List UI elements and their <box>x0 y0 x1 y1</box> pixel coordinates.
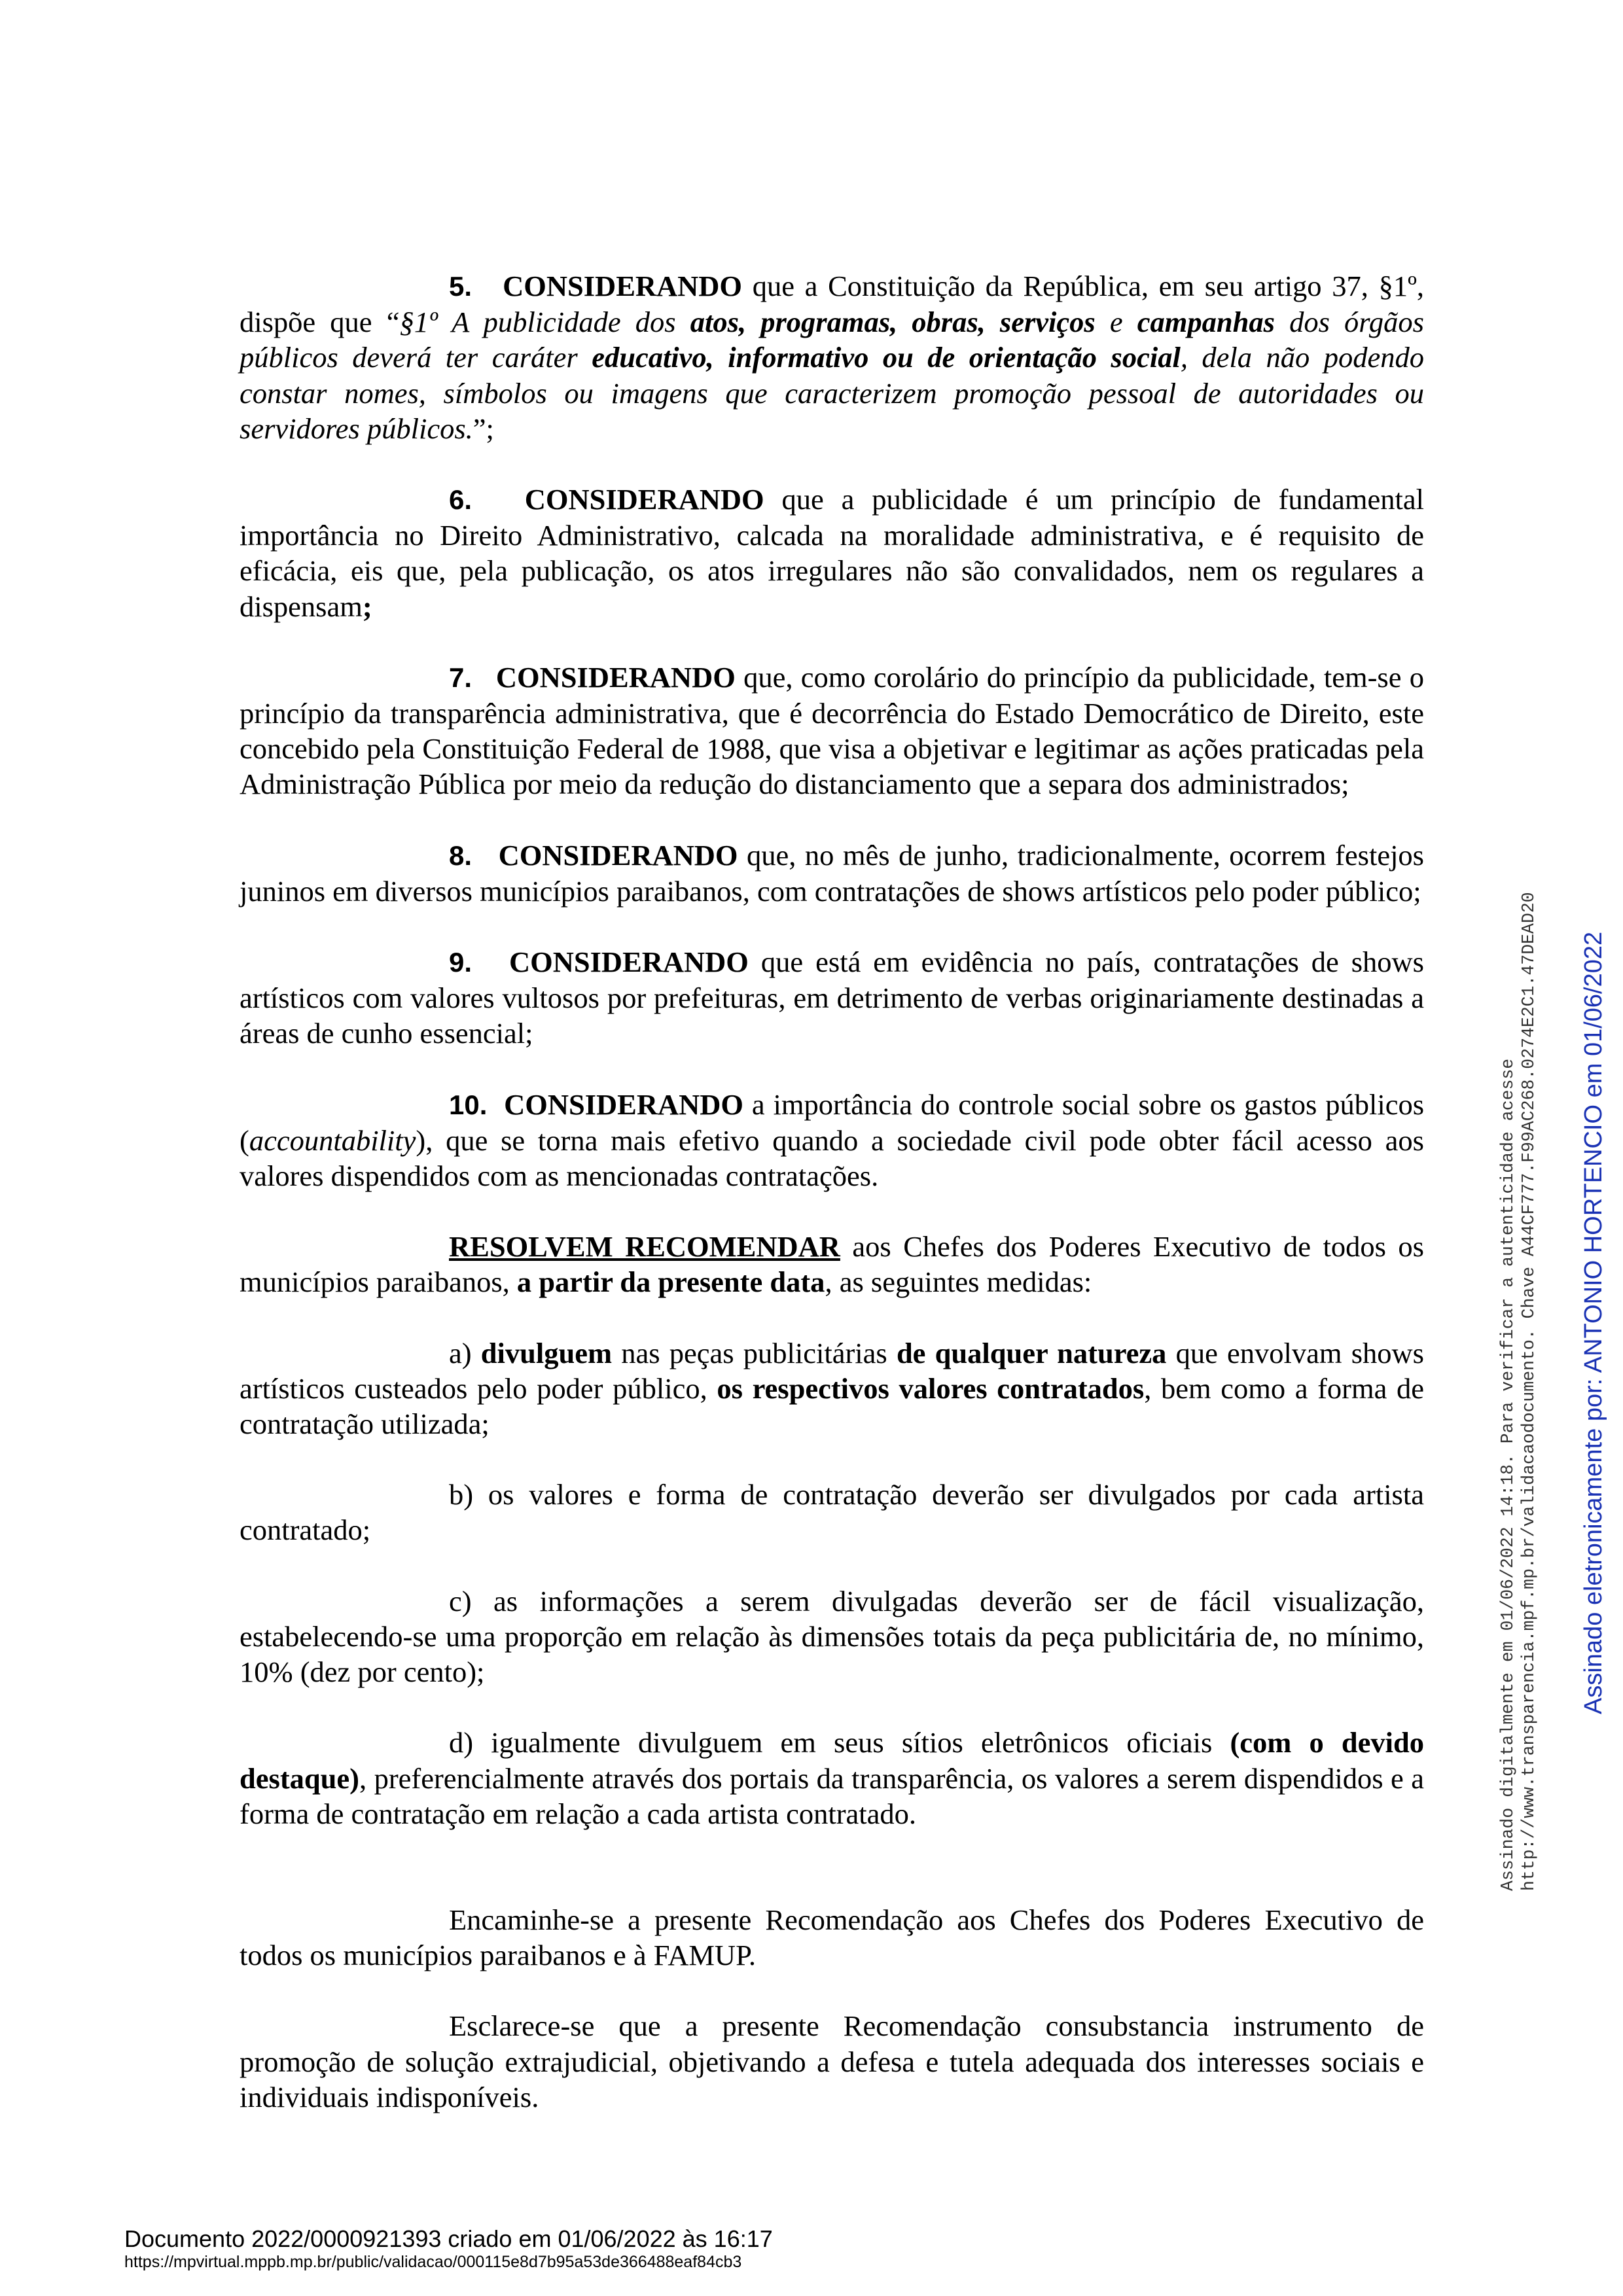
text-segment: que, no mês de junho, tradicionalmente, ocorrem festejos juninos em diversos municípios paraibanos, com contratações de shows artísticos pelo poder público; <box>240 838 1424 908</box>
text-segment: d) igualmente divulguem em seus sítios eletrônicos oficiais <box>449 1726 1230 1759</box>
text-segment: os respectivos valores contratados <box>717 1371 1145 1405</box>
paragraph-number: 9. <box>449 947 473 978</box>
paragraph-6 <box>240 482 1424 624</box>
text-segment: , preferencialmente através dos portais da transparência, os valores a serem dispendidos e a forma de contratação em relação a cada artista contratado. <box>240 1761 1424 1830</box>
text-segment: ), que se torna mais efetivo quando a sociedade civil pode obter fácil acesso aos valores dispendidos com as mencionadas contratações. <box>240 1123 1424 1193</box>
paragraph-number: 6. <box>449 484 473 516</box>
measure-b <box>240 1477 1424 1547</box>
text-segment: aos Chefes dos Poderes Executivo de todos os municípios paraibanos, <box>240 1230 1424 1299</box>
text-segment: Encaminhe-se a presente Recomendação aos Chefes dos Poderes Executivo de todos os municípios paraibanos e à FAMUP. <box>240 1903 1424 1972</box>
text-segment: a partir da presente data <box>516 1265 825 1299</box>
text-segment: §1º A publicidade dos <box>399 306 690 339</box>
forwarding-paragraph <box>240 1902 1424 1973</box>
considerando-label: CONSIDERANDO <box>495 660 736 694</box>
text-segment: a importância do controle social sobre os gastos públicos ( <box>240 1087 1425 1157</box>
text-segment: nas peças publicitárias <box>612 1336 897 1369</box>
text-segment: b) os valores e forma de contratação deverão ser divulgados por cada artista <box>449 1478 1424 1511</box>
paragraph-9 <box>240 944 1424 1051</box>
text-segment: contratado; <box>240 1513 371 1547</box>
paragraph-7 <box>240 660 1424 802</box>
considerando-label: CONSIDERANDO <box>524 483 764 516</box>
text-segment: que a Constituição da República, em seu artigo 37, §1º, dispõe que “ <box>240 270 1424 339</box>
paragraph-number: 5. <box>449 271 473 302</box>
electronic-signature-note: Assinado eletronicamente por: ANTONIO HORTENCIO em 01/06/2022 <box>1580 931 1607 1714</box>
text-segment: c) as informações a serem divulgadas deverão ser de fácil visualização, estabelecendo-se uma proporção em relação às dimensões totais da peça publicitária de, no mínimo, 10% (dez por cento); <box>240 1584 1424 1689</box>
text-segment: de qualquer natureza <box>896 1336 1167 1369</box>
text-segment: que está em evidência no país, contratações de shows artísticos com valores vultosos por prefeituras, em detrimento de verbas originariamente destinadas a áreas de cunho essencial; <box>240 945 1425 1050</box>
text-segment: (com o devido destaque) <box>240 1726 1424 1795</box>
resolve-paragraph <box>240 1229 1424 1299</box>
paragraph-10 <box>240 1087 1424 1194</box>
paragraph-8 <box>240 838 1424 909</box>
considerando-label: CONSIDERANDO <box>503 270 743 302</box>
considerando-label: CONSIDERANDO <box>504 1087 744 1121</box>
measure-a <box>240 1335 1424 1442</box>
text-segment: educativo, informativo ou de orientação social <box>592 341 1181 374</box>
document-footer <box>124 2226 773 2272</box>
paragraph-number: 7. <box>449 662 473 693</box>
paragraph-number: 10. <box>449 1089 488 1120</box>
text-segment: que, como corolário do princípio da publicidade, tem-se o princípio da transparência administrativa, que é decorrência do Estado Democrático de Direito, este concebido pela Constituição Federal de 1988, que visa a objetivar e legitimar as ações praticadas pela Administração Pública por meio da redução do distanciamento que a separa dos administrados; <box>240 660 1424 801</box>
considerando-label: CONSIDERANDO <box>498 838 738 872</box>
text-segment: que envolvam shows artísticos custeados pelo poder público, <box>240 1336 1424 1405</box>
text-segment: , bem como a forma de contratação utilizada; <box>240 1371 1425 1441</box>
resolve-heading: RESOLVEM RECOMENDAR <box>449 1230 840 1263</box>
text-segment: e <box>1095 306 1137 339</box>
text-segment: divulguem <box>480 1336 613 1369</box>
measure-c <box>240 1583 1424 1690</box>
text-segment: Esclarece-se que a presente Recomendação consubstancia instrumento de promoção de solução extrajudicial, objetivando a defesa e tutela adequada dos interesses sociais e individuais indisponíveis. <box>240 2009 1424 2113</box>
paragraph-5 <box>240 268 1424 446</box>
text-segment: ”; <box>473 412 494 445</box>
clarification-paragraph <box>240 2008 1424 2115</box>
text-segment: dos órgãos públicos deverá ter caráter <box>240 306 1424 374</box>
text-segment: accountability <box>249 1123 416 1157</box>
considerando-label: CONSIDERANDO <box>508 945 749 979</box>
stamp-line: Assinado digitalmente em 01/06/2022 14:18. Para verificar a autenticidade acesse <box>1498 1058 1518 1891</box>
text-segment: a) <box>449 1336 481 1369</box>
validation-url: https://mpvirtual.mppb.mp.br/public/validacao/000115e8d7b95a53de366488eaf84cb3 <box>124 2253 742 2271</box>
document-id: Documento 2022/0000921393 criado em 01/06/2022 às 16:17 <box>124 2225 773 2252</box>
text-segment: que a publicidade é um princípio de fundamental importância no Direito Administrativo, calcada na moralidade administrativa, e é requisito de eficácia, eis que, pela publicação, os atos irregulares não são convalidados, nem os regulares a dispensam <box>240 483 1424 623</box>
text-segment: atos, programas, obras, serviços <box>690 306 1096 339</box>
paragraph-number: 8. <box>449 839 473 871</box>
measure-d <box>240 1725 1424 1831</box>
text-segment: campanhas <box>1137 306 1275 339</box>
document-body <box>240 268 1424 2150</box>
stamp-line: http://www.transparencia.mpf.mp.br/validacaodocumento. Chave A44CF777.F99AC268.0274E2C1.47DEAD20 <box>1519 892 1539 1891</box>
text-segment: ; <box>362 590 372 623</box>
spacer <box>240 1867 1424 1902</box>
digital-signature-stamp <box>1497 726 1539 1891</box>
text-segment: , dela não podendo constar nomes, símbolos ou imagens que caracterizem promoção pessoal de autoridades ou servidores públicos. <box>240 341 1424 445</box>
text-segment: , as seguintes medidas: <box>825 1265 1092 1299</box>
